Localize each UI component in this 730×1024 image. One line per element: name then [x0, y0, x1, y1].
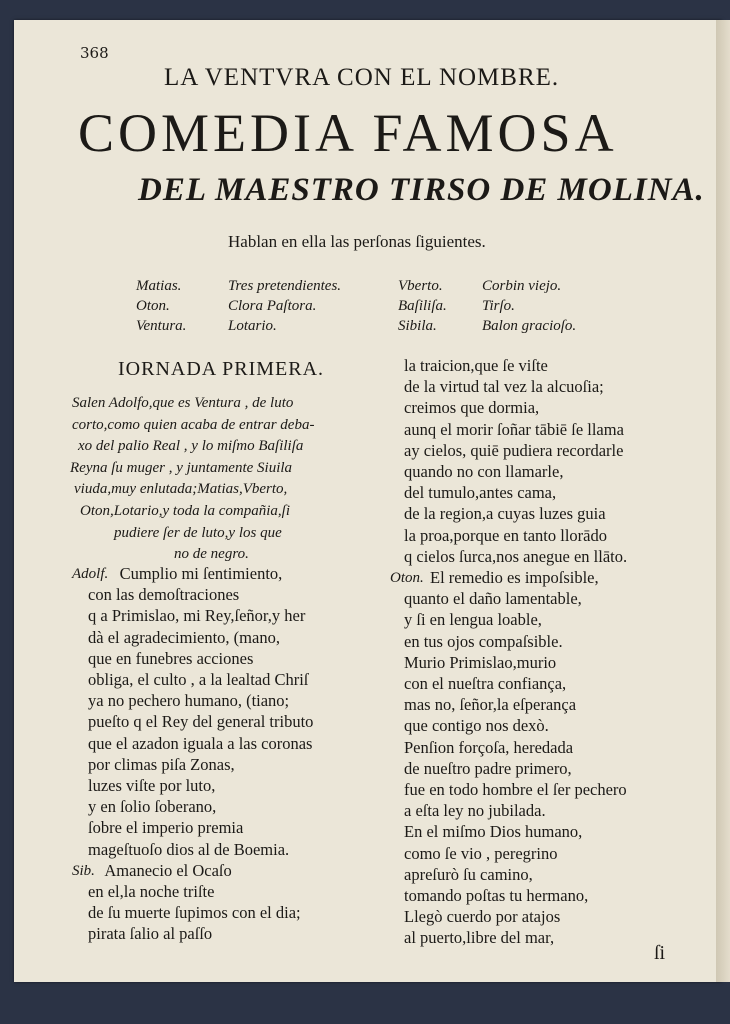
verse-line: mas no, ſeñor,la eſperança — [404, 695, 577, 715]
verse-line: en el,la noche triſte — [88, 882, 215, 901]
play-title: COMEDIA FAMOSA — [78, 103, 618, 163]
verse-line: al puerto,libre del mar, — [404, 928, 555, 948]
verse-line: pirata ſalio al paſſo — [88, 924, 213, 944]
verse-line: tomando poſtas tu hermano, — [404, 886, 589, 905]
catchword: ſi — [654, 942, 666, 964]
verse-line: a eſta ley no jubilada. — [404, 801, 546, 821]
verse-line: q cielos ſurca,nos anegue en llāto. — [404, 546, 628, 566]
verse-line: quando no con llamarle, — [404, 462, 564, 481]
verse-line: Penſion forçoſa, heredada — [404, 737, 574, 757]
verse-line: Llegò cuerdo por atajos — [404, 907, 561, 927]
verse-line: de nueſtro padre primero, — [404, 758, 572, 778]
cast-entry: Tres pretendientes. — [228, 278, 342, 294]
verse-line: mageſtuoſo dios al de Boemia. — [88, 839, 290, 859]
verse-line: la traicion,que ſe viſte — [404, 356, 548, 375]
cast-entry: Lotario. — [228, 318, 277, 334]
cast-entry: Sibila. — [398, 318, 437, 334]
verse-line: En el miſmo Dios humano, — [404, 822, 583, 842]
cast-entry: Oton. — [136, 298, 170, 314]
verse-line: fue en todo hombre el ſer pechero — [404, 780, 627, 799]
verse-line: de ſu muerte ſupimos con el dia; — [88, 903, 301, 923]
stage-direction-line: pudiere ſer de luto,y los que — [114, 524, 282, 541]
verse-line: de la region,a cuyas luzes guia — [404, 504, 606, 524]
cast-entry: Matias. — [136, 278, 182, 294]
verse-line: Amanecio el Ocaſo — [104, 860, 232, 880]
verse-line: dà el agradecimiento, (mano, — [88, 627, 280, 647]
speaker-label: Adolf. — [72, 566, 109, 582]
running-head: LA VENTVRA CON EL NOMBRE. — [164, 64, 560, 91]
verse-line: apreſurò ſu camino, — [404, 864, 533, 884]
cast-entry: Ventura. — [136, 318, 187, 334]
verse-line: con el nueſtra confiança, — [404, 674, 567, 693]
page-number: 368 — [80, 44, 109, 62]
verse-line: que en funebres acciones — [88, 648, 254, 668]
verse-line: con las demoſtraciones — [88, 585, 240, 605]
verse-line: pueſto q el Rey del general tributo — [88, 712, 314, 732]
verse-line: ay cielos, quiē pudiera recordarle — [404, 440, 624, 460]
verse-line: creimos que dormia, — [404, 398, 540, 418]
verse-line: en tus ojos compaſsible. — [404, 631, 563, 651]
verse-line: que contigo nos dexò. — [404, 716, 549, 736]
verse-line: ſobre el imperio premia — [88, 818, 244, 838]
speaker-label: Sib. — [72, 862, 95, 879]
stage-direction-line: xo del palio Real , y lo miſmo Baſiliſa — [78, 438, 304, 455]
verse-line: y en ſolio ſoberano, — [88, 797, 217, 817]
verse-line: ya no pechero humano, (tiano; — [88, 691, 290, 711]
verse-line: El remedio es impoſsible, — [430, 568, 599, 587]
verse-line: obliga, el culto , a la lealtad Chriſ — [88, 670, 309, 689]
verse-line: la proa,porque en tanto llorādo — [404, 525, 607, 545]
verse-line: y ſi en lengua loable, — [404, 610, 542, 630]
next-page-edge — [716, 20, 730, 982]
stage-direction-line: Salen Adolfo,que es Ventura , de luto — [72, 395, 294, 411]
verse-line: Murio Primislao,murio — [404, 652, 557, 672]
cast-entry: Corbin viejo. — [482, 278, 562, 294]
stage-direction-line: Oton,Lotario,y toda la compañia,ſi — [80, 503, 290, 519]
act-heading: IORNADA PRIMERA. — [118, 358, 325, 380]
speaker-label: Oton. — [390, 570, 424, 586]
cast-heading: Hablan en ella las perſonas ſiguientes. — [228, 232, 486, 251]
stage-direction-line: no de negro. — [174, 546, 249, 563]
cast-entry: Clora Paſtora. — [228, 298, 317, 314]
cast-entry: Balon gracioſo. — [482, 318, 577, 334]
stage-direction-line: viuda,muy enlutada;Matias,Vberto, — [74, 481, 288, 498]
author-line: DEL MAESTRO TIRSO DE MOLINA. — [138, 172, 705, 208]
cast-entry: Tirſo. — [482, 298, 515, 314]
cast-entry: Vberto. — [398, 278, 443, 294]
verse-line: del tumulo,antes cama, — [404, 483, 557, 503]
verse-line: luzes viſte por luto, — [88, 776, 216, 795]
verse-line: q a Primislao, mi Rey,ſeñor,y her — [88, 606, 306, 626]
verse-line: que el azadon iguala a las coronas — [88, 733, 313, 753]
verse-line: aunq el morir ſoñar tābiē ſe llama — [404, 419, 624, 439]
verse-line: quanto el daño lamentable, — [404, 589, 582, 609]
stage-direction-line: corto,como quien acaba de entrar deba- — [72, 416, 315, 433]
book-page — [14, 20, 722, 982]
verse-line: de la virtud tal vez la alcuoſia; — [404, 377, 604, 397]
cast-entry: Baſiliſa. — [398, 298, 447, 314]
verse-line: Cumplio mi ſentimiento, — [119, 564, 283, 583]
verse-line: por climas piſa Zonas, — [88, 754, 235, 774]
verse-line: como ſe vio , peregrino — [404, 843, 558, 863]
stage-direction-line: Reyna ſu muger , y juntamente Siuila — [70, 459, 293, 476]
